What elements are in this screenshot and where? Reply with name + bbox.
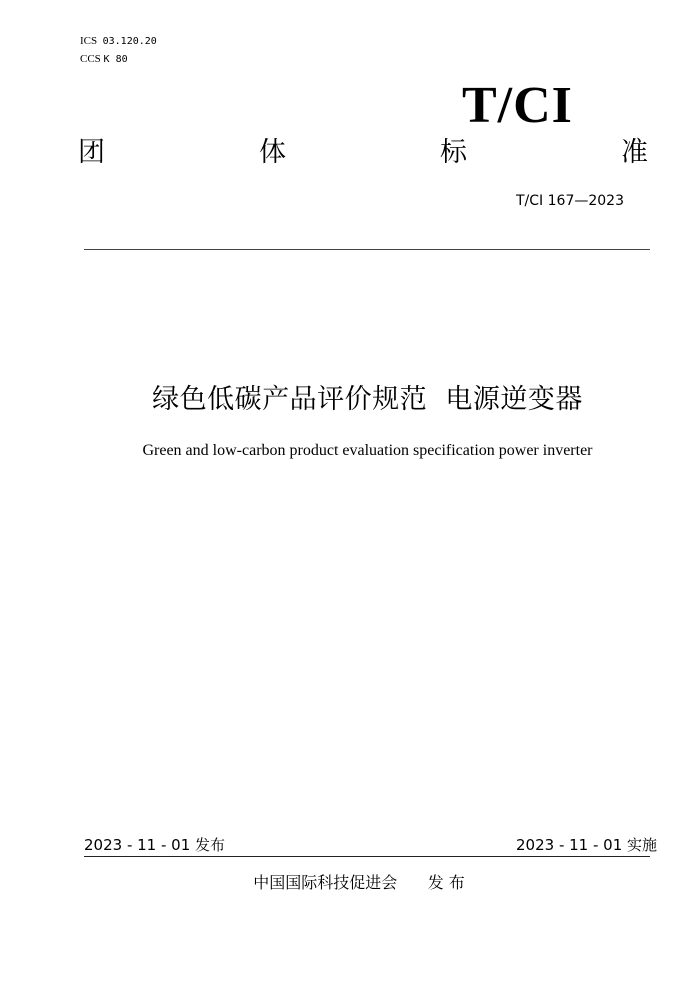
- implement-date: 2023 - 11 - 01 实施: [516, 836, 658, 854]
- publisher: 中国国际科技促进会 发 布: [253, 873, 465, 892]
- standard-type-char: 标: [440, 137, 467, 168]
- standard-number: T/CI 167—2023: [516, 193, 624, 209]
- document-title-english: Green and low-carbon product evaluation specification power inverter: [142, 442, 593, 459]
- standard-type-heading: [78, 136, 648, 170]
- organization-logo: T/CI: [462, 77, 573, 134]
- standard-type-char: 团: [78, 137, 105, 168]
- footer-divider: [84, 856, 650, 857]
- ccs-label: CCS: [80, 53, 101, 65]
- header-divider: [84, 249, 650, 250]
- ccs-value: K 80: [103, 54, 128, 65]
- ics-label: ICS: [80, 35, 98, 47]
- standard-type-char: 体: [259, 137, 286, 168]
- standard-type-char: 准: [621, 137, 648, 168]
- ics-value: 03.120.20: [102, 36, 157, 47]
- ics-code: [80, 34, 157, 49]
- ccs-code: [80, 52, 128, 67]
- document-title-chinese: 绿色低碳产品评价规范 电源逆变器: [152, 384, 583, 415]
- publish-date: 2023 - 11 - 01 发布: [84, 836, 226, 854]
